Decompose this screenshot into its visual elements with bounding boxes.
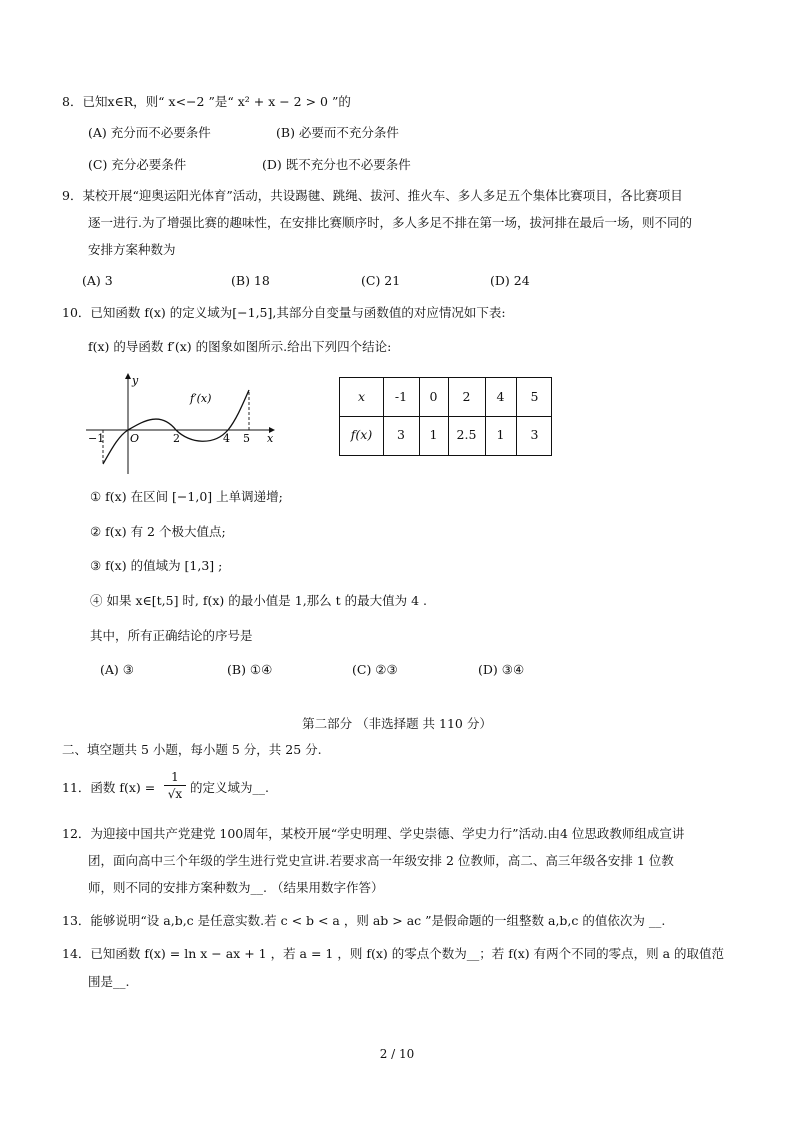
q10-option-b: (B) ①④ <box>227 662 273 677</box>
table-fx-cell: 1 <box>496 427 505 442</box>
q9-line-2: 逐一进行.为了增强比赛的趣味性，在安排比赛顺序时，多人多足不排在第一场，拔河排在最后一场，则不同的 <box>88 215 692 230</box>
x-axis-label: x <box>267 432 274 445</box>
tick-label-neg1: −1 <box>88 432 105 445</box>
q11-suffix: 的定义域为__. <box>190 780 269 795</box>
derivative-graph <box>82 368 282 480</box>
q10-stem: 10．已知函数 f(x) 的定义域为[−1,5],其部分自变量与函数值的对应情况如下表: <box>62 305 506 320</box>
y-axis-label: y <box>132 374 139 387</box>
table-x-cell: 4 <box>496 389 505 404</box>
q9-line-3: 安排方案种数为 <box>88 242 176 257</box>
q9-option-c: (C) 21 <box>361 273 401 288</box>
curve-label: f′(x) <box>190 392 212 405</box>
q8-stem: 8．已知x∈R，则“ x<−2 ”是“ x² + x − 2 > 0 ”的 <box>62 94 351 109</box>
q11-prefix: 11．函数 f(x) = <box>62 780 156 795</box>
q9-option-a: (A) 3 <box>82 273 113 288</box>
q10-statement-2: ② f(x) 有 2 个极大值点; <box>90 524 226 539</box>
q8-option-c: (C) 充分必要条件 <box>88 157 187 172</box>
q13-text: 13．能够说明“设 a,b,c 是任意实数.若 c < b < a ，则 ab > ac ”是假命题的一组整数 a,b,c 的值依次为 __. <box>62 913 666 928</box>
table-fx-cell: 3 <box>397 427 405 442</box>
q14-line-1: 14．已知函数 f(x) = ln x − ax + 1 ，若 a = 1 ，则 f(x) 的零点个数为__；若 f(x) 有两个不同的零点，则 a 的取值范 <box>62 946 724 961</box>
q10-statement-3: ③ f(x) 的值域为 [1,3] ; <box>90 558 223 573</box>
q10-sub: f(x) 的导函数 f′(x) 的图象如图所示.给出下列四个结论: <box>88 339 392 354</box>
q12-line-3: 师，则不同的安排方案种数为__. （结果用数字作答） <box>88 880 384 895</box>
q8-option-a: (A) 充分而不必要条件 <box>88 125 211 140</box>
q10-statement-4: ④ 如果 x∈[t,5] 时, f(x) 的最小值是 1,那么 t 的最大值为 4 . <box>90 593 428 608</box>
table-x-cell: 0 <box>429 389 438 404</box>
table-fx-cell: 3 <box>530 427 539 442</box>
derivative-curve <box>103 390 249 464</box>
q9-option-d: (D) 24 <box>490 273 530 288</box>
q8-option-d: (D) 既不充分也不必要条件 <box>262 157 411 172</box>
q10-option-d: (D) ③④ <box>478 662 525 677</box>
q10-prompt: 其中，所有正确结论的序号是 <box>90 628 253 643</box>
q12-line-2: 团，面向高中三个年级的学生进行党史宣讲.若要求高一年级安排 2 位教师，高二、高三年级各安排 1 位教 <box>88 853 674 868</box>
page-number: 2 / 10 <box>379 1047 415 1061</box>
q10-option-c: (C) ②③ <box>352 662 398 677</box>
q11-fraction <box>164 770 186 801</box>
q9-line-1: 9．某校开展“迎奥运阳光体育”活动，共设踢毽、跳绳、拔河、推火车、多人多足五个集体比赛项目，各比赛项目 <box>62 188 683 203</box>
tick-label-5: 5 <box>243 432 250 445</box>
q14-line-2: 围是__. <box>88 974 130 989</box>
q10-option-a: (A) ③ <box>100 662 134 677</box>
table-x-cell: 5 <box>530 389 539 404</box>
table-x-cell: -1 <box>394 389 408 404</box>
value-table <box>339 377 552 456</box>
q8-option-b: (B) 必要而不充分条件 <box>276 125 399 140</box>
part2-title: 第二部分 （非选择题 共 110 分） <box>302 716 492 731</box>
q9-option-b: (B) 18 <box>231 273 270 288</box>
tick-label-2: 2 <box>173 432 180 445</box>
table-fx-cell: 1 <box>429 427 438 442</box>
table-x-cell: 2 <box>462 389 471 404</box>
q11-fraction-numerator: 1 <box>171 770 179 784</box>
tick-label-origin: O <box>130 432 140 445</box>
table-header-x: x <box>357 389 366 404</box>
q11-fraction-denominator: √x <box>167 787 183 801</box>
q10-statement-1: ① f(x) 在区间 [−1,0] 上单调递增; <box>90 489 283 504</box>
table-header-fx: f(x) <box>350 427 373 442</box>
tick-label-4: 4 <box>223 432 230 445</box>
q12-line-1: 12．为迎接中国共产党建党 100周年，某校开展“学史明理、学史崇德、学史力行”活动.由4 位思政教师组成宣讲 <box>62 826 685 841</box>
table-fx-cell: 2.5 <box>456 427 477 442</box>
section-heading: 二、填空题共 5 小题，每小题 5 分，共 25 分. <box>62 742 322 757</box>
